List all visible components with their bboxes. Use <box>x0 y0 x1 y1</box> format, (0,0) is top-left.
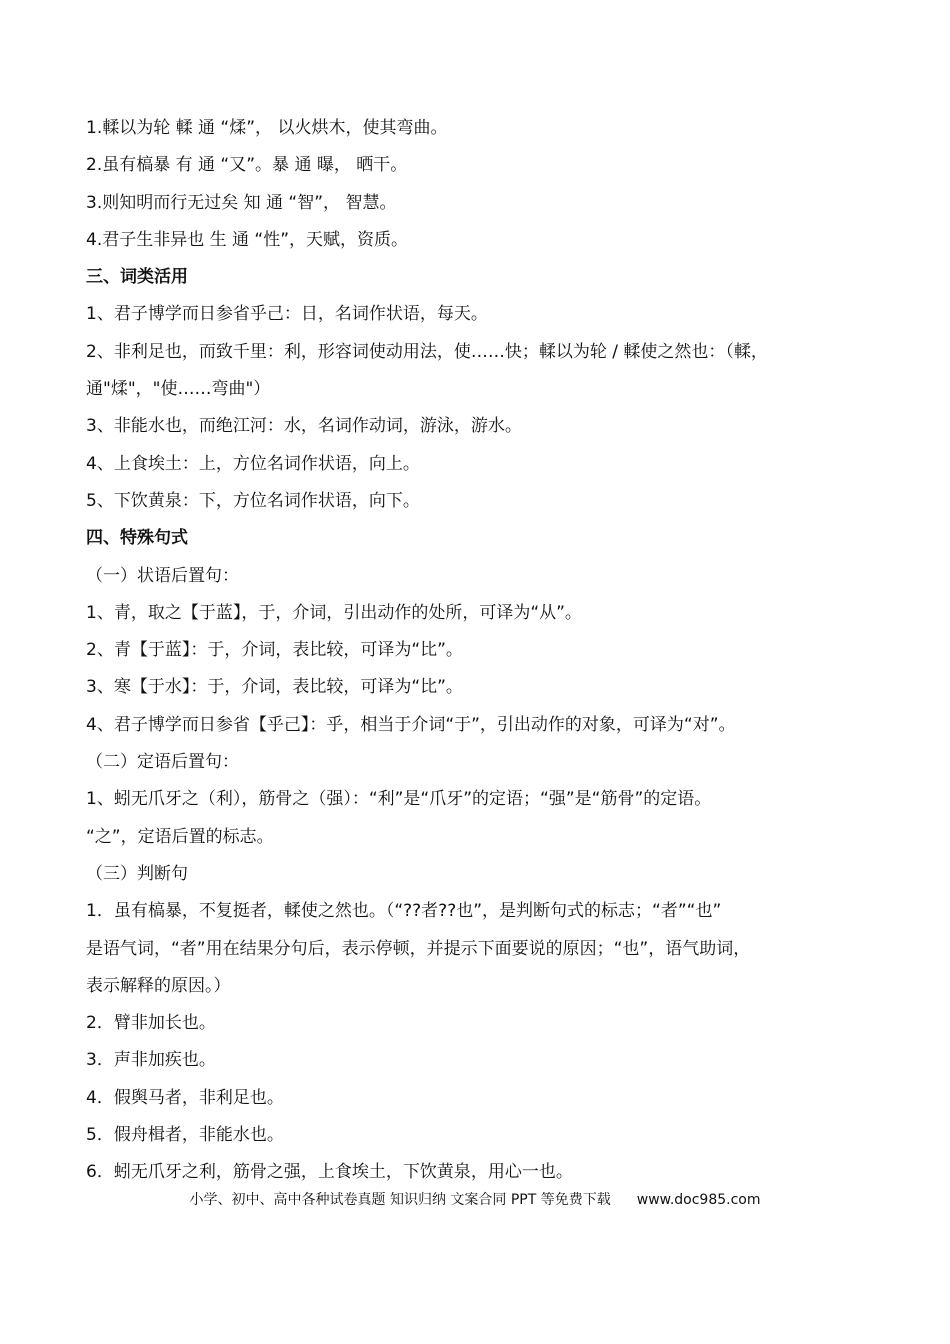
text-line: 1、君子博学而日参省乎己：日，名词作状语，每天。 <box>86 304 488 325</box>
section-heading: 三、词类活用 <box>86 267 188 288</box>
text-line: 6．蚓无爪牙之利，筋骨之强，上食埃土，下饮黄泉，用心一也。 <box>86 1162 573 1183</box>
footer-url[interactable]: www.doc985.com <box>636 1192 761 1208</box>
text-line: 4、君子博学而日参省【乎己】：乎，相当于介词“于”，引出动作的对象，可译为“对”。 <box>86 714 736 735</box>
section-heading: 四、特殊句式 <box>86 528 188 549</box>
text-line: 2．臂非加长也。 <box>86 1013 216 1034</box>
text-line: 1.輮以为轮 輮 通 “煣”， 以火烘木，使其弯曲。 <box>86 118 448 138</box>
document-body <box>86 110 876 1192</box>
text-line: 2、青【于蓝】：于，介词，表比较，可译为“比”。 <box>86 640 463 661</box>
text-line: 通"煣"，"使……弯曲"） <box>86 379 271 400</box>
text-line: 表示解释的原因。） <box>86 975 231 996</box>
text-line: 3．声非加疾也。 <box>86 1050 216 1071</box>
text-line: 4.君子生非异也 生 通 “性”，天赋，资质。 <box>86 229 409 250</box>
text-line: 5．假舟楫者，非能水也。 <box>86 1125 284 1146</box>
page-footer <box>0 1188 950 1212</box>
text-line: （三）判断句 <box>86 863 188 884</box>
text-line: 4．假舆马者，非利足也。 <box>86 1087 284 1108</box>
text-line: 1．虽有槁暴，不复挺者，輮使之然也。（“??者??也”，是判断句式的标志；“者”“也” <box>86 901 722 922</box>
text-line: 1、蚓无爪牙之（利），筋骨之（强）：“利”是“爪牙”的定语；“强”是“筋骨”的定语。 <box>86 789 712 810</box>
text-line: 4、上食埃土：上，方位名词作状语，向上。 <box>86 453 420 474</box>
text-line: （二）定语后置句： <box>86 752 239 773</box>
text-line: 2.虽有槁暴 有 通 “又”。暴 通 曝， 晒干。 <box>86 155 408 176</box>
text-line: 是语气词，“者”用在结果分句后，表示停顿，并提示下面要说的原因；“也”，语气助词， <box>86 938 751 959</box>
text-line: 3、寒【于水】：于，介词，表比较，可译为“比”。 <box>86 677 463 698</box>
text-line: 2、非利足也，而致千里：利，形容词使动用法，使……快；輮以为轮 / 輮使之然也：（輮， <box>86 341 768 362</box>
text-line: 3.则知明而行无过矣 知 通 “智”， 智慧。 <box>86 192 397 213</box>
text-line: （一）状语后置句： <box>86 565 239 586</box>
footer-text: 小学、初中、高中各种试卷真题 知识归纳 文案合同 PPT 等免费下载 <box>189 1192 611 1208</box>
text-line: 1、青，取之【于蓝】，于，介词，引出动作的处所，可译为“从”。 <box>86 602 582 623</box>
text-line: 5、下饮黄泉：下，方位名词作状语，向下。 <box>86 490 420 511</box>
text-line: 3、非能水也，而绝江河：水，名词作动词，游泳，游水。 <box>86 416 522 437</box>
text-line: “之”，定语后置的标志。 <box>86 826 274 847</box>
